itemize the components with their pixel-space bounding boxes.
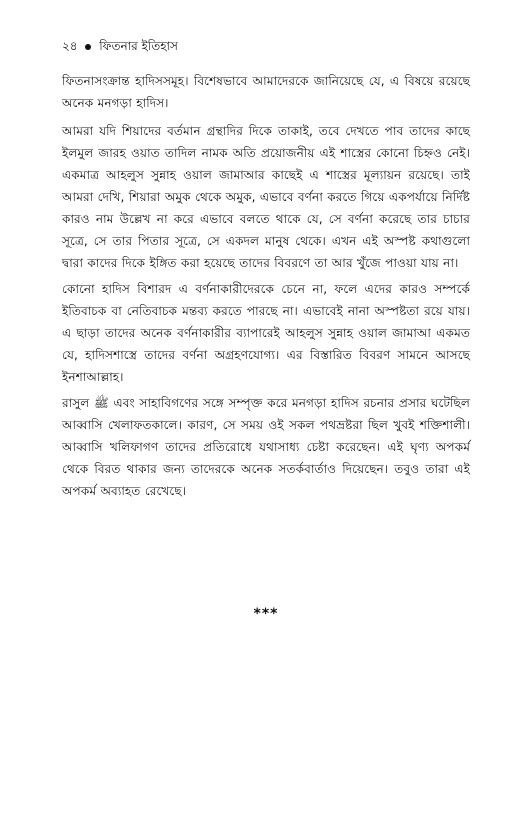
page-content (62, 38, 470, 622)
paragraph-1: ফিতনাসংক্রান্ত হাদিসসমূহ। বিশেষভাবে আমাদেরকে জানিয়েছে যে, এ বিষয়ে রয়েছে অনেক মনগড়া হাদিস। (62, 74, 470, 110)
paragraph-2: আমরা যদি শিয়াদের বর্তমান গ্রন্থাদির দিকে তাকাই, তবে দেখতে পাব তাদের কাছে ইলমুল জারহ ওয়াত তাদিল নামক অতি প্রয়োজনীয় এই শাস্ত্রের কোনো চিহ্নও নেই। একমাত্র আহলুস সুন্নাহ ওয়াল জামাআর কাছেই এ শাস্ত্রের মূল্যায়ন রয়েছে। তাই আমরা দেখি, শিয়ারা অমুক থেকে অমুক, এভাবে বর্ণনা করতে গিয়ে একপর্যায়ে নির্দিষ্ট কারও নাম উল্লেখ না করে এভাবে বলতে থাকে যে, সে বর্ণনা করেছে তার চাচার সূত্রে, সে তার পিতার সূত্রে, সে একদল মানুষ থেকে। এখন এই অস্পষ্ট কথাগুলো দ্বারা কাদের দিকে ইঙ্গিত করা হয়েছে তাদের বিবরণে তা আর খুঁজে পাওয়া যায় না। (62, 124, 470, 270)
section-end-ornament: *** (253, 606, 279, 622)
book-title: ফিতনার ইতিহাস (99, 39, 178, 53)
page-number: ২৪ (62, 39, 78, 53)
paragraph-4: রাসুল ﷺ এবং সাহাবিগণের সঙ্গে সম্পৃক্ত করে মনগড়া হাদিস রচনার প্রসার ঘটেছিল আব্বাসি খেলাফতকালে। কারণ, সে সময় ওই সকল পথভ্রষ্টরা ছিল খুবই শক্তিশালী। আব্বাসি খলিফাগণ তাদের প্রতিরোধে যথাসাধ্য চেষ্টা করেছেন। এই ঘৃণ্য অপকর্ম থেকে বিরত থাকার জন্য তাদেরকে অনেক সতর্কবার্তাও দিয়েছেন। তবুও তারা এই অপকর্ম অব্যাহত রেখেছে। (62, 396, 470, 498)
running-header (62, 38, 470, 54)
bullet-separator-icon (85, 44, 91, 50)
paragraph-3: কোনো হাদিস বিশারদ এ বর্ণনাকারীদেরকে চেনে না, ফলে এদের কারও সম্পর্কে ইতিবাচক বা নেতিবাচক মন্তব্য করতে পারছে না। এভাবেই নানা অস্পষ্টতা রয়ে যায়। এ ছাড়া তাদের অনেক বর্ণনাকারীর ব্যাপারেই আহলুস সুন্নাহ ওয়াল জামাআ একমত যে, হাদিসশাস্ত্রে তাদের বর্ণনা অগ্রহণযোগ্য। এর বিস্তারিত বিবরণ সামনে আসছে ইনশাআল্লাহ। (62, 282, 470, 384)
